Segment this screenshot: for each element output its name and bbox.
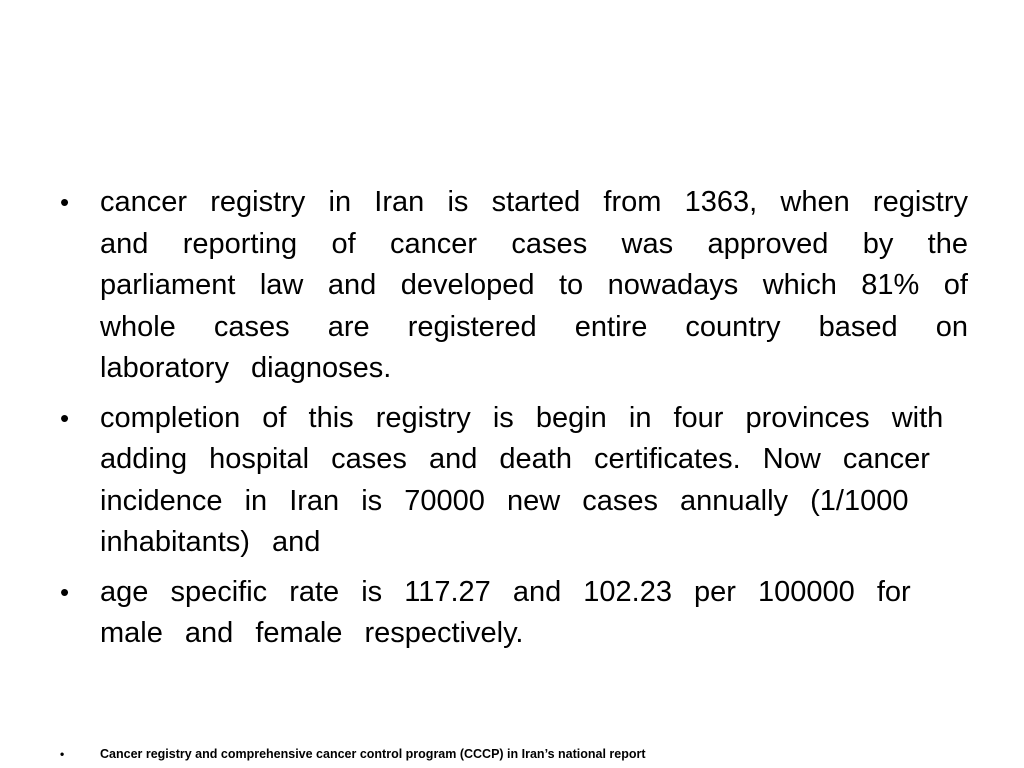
- bullet-marker: •: [60, 187, 70, 217]
- bullet-list: [58, 182, 968, 663]
- bullet-marker: •: [60, 402, 70, 433]
- bullet-marker: •: [60, 576, 70, 607]
- bullet-text: completion of this registry is begin in four provinces with adding hospital cases and death certificates. Now cancer incidence in Iran is 70000 new cases annually (1/1000 inhabitants) and: [100, 401, 944, 558]
- source-footnote: [58, 744, 968, 764]
- bullet-item-registry-history: [58, 182, 968, 390]
- bullet-item-registry-completion: [58, 398, 968, 564]
- footnote-marker: •: [60, 747, 65, 761]
- bullet-item-age-specific-rate: [58, 572, 968, 655]
- bullet-text: age specific rate is 117.27 and 102.23 per 100000 for male and female respectively.: [100, 575, 911, 649]
- footnote-text: Cancer registry and comprehensive cancer control program (CCCP) in Iran’s national report: [100, 747, 646, 761]
- bullet-text: cancer registry in Iran is started from 1363, when registry and reporting of cancer cases was approved by the parliament law and developed to nowadays which 81% of whole cases are registered entire country based on laboratory diagnoses.: [100, 186, 968, 384]
